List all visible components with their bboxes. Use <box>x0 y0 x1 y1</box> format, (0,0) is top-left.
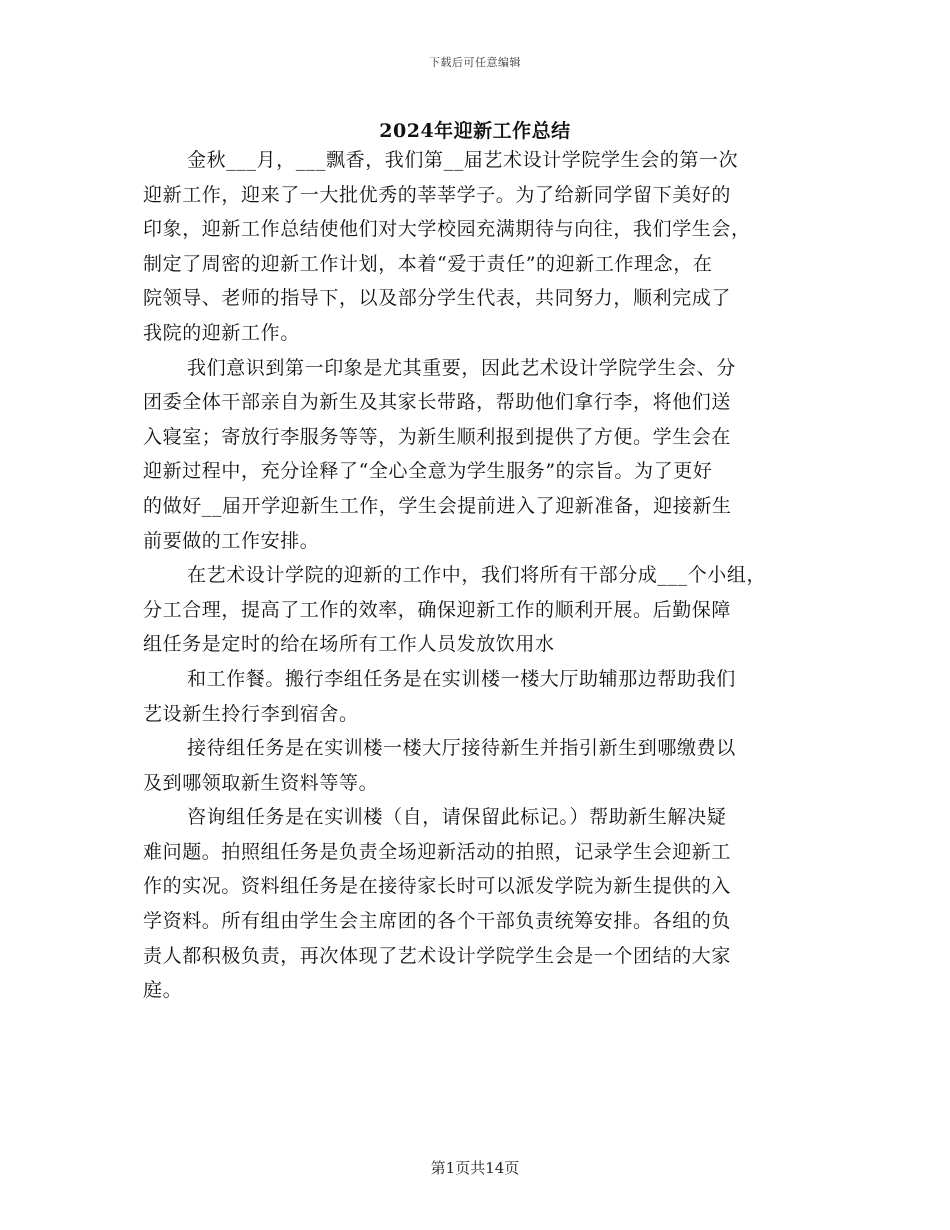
text-line: 团委全体干部亲自为新生及其家长带路，帮助他们拿行李，将他们送 <box>143 391 732 414</box>
page-number-footer: 第1页共14页 <box>430 1159 520 1177</box>
text-line: 在艺术设计学院的迎新的工作中，我们将所有干部分成___个小组， <box>187 564 767 587</box>
paragraph <box>143 558 807 662</box>
text-line: 印象，迎新工作总结使他们对大学校园充满期待与向往，我们学生会， <box>143 218 751 241</box>
text-line: 责人都积极负责，再次体现了艺术设计学院学生会是一个团结的大家 <box>143 944 732 967</box>
text-line: 艺设新生拎行李到宿舍。 <box>143 702 359 725</box>
text-line: 我院的迎新工作。 <box>143 321 300 344</box>
text-line: 的做好__届开学迎新生工作，学生会提前进入了迎新准备，迎接新生 <box>143 494 732 517</box>
paragraph <box>143 143 807 351</box>
text-line: 院领导、老师的指导下，以及部分学生代表，共同努力，顺利完成了 <box>143 287 732 310</box>
header-note: 下载后可任意编辑 <box>429 56 521 69</box>
text-line: 咨询组任务是在实训楼（自，请保留此标记。）帮助新生解决疑 <box>187 806 727 829</box>
paragraph <box>143 351 807 559</box>
text-line: 组任务是定时的给在场所有工作人员发放饮用水 <box>143 633 555 656</box>
paragraph <box>143 662 807 731</box>
paragraph <box>143 731 807 800</box>
text-line: 分工合理，提高了工作的效率，确保迎新工作的顺利开展。后勤保障 <box>143 598 732 621</box>
document-body <box>143 143 807 1008</box>
text-line: 迎新工作，迎来了一大批优秀的莘莘学子。为了给新同学留下美好的 <box>143 183 732 206</box>
text-line: 入寝室；寄放行李服务等等，为新生顺利报到提供了方便。学生会在 <box>143 425 732 448</box>
text-line: 作的实况。资料组任务是在接待家长时可以派发学院为新生提供的入 <box>143 875 732 898</box>
text-line: 金秋___月，___飘香，我们第__届艺术设计学院学生会的第一次 <box>187 149 739 171</box>
text-line: 及到哪领取新生资料等等。 <box>143 771 379 794</box>
document-title: 2024年迎新工作总结 <box>379 120 571 142</box>
text-line: 接待组任务是在实训楼一楼大厅接待新生并指引新生到哪缴费以 <box>187 737 736 760</box>
text-line: 我们意识到第一印象是尤其重要，因此艺术设计学院学生会、分 <box>187 356 736 379</box>
text-line: 迎新过程中，充分诠释了“全心全意为学生服务”的宗旨。为了更好 <box>143 460 713 483</box>
text-line: 前要做的工作安排。 <box>143 529 320 552</box>
paragraph <box>143 800 807 1008</box>
text-line: 和工作餐。搬行李组任务是在实训楼一楼大厅助辅那边帮助我们 <box>187 667 736 690</box>
text-line: 学资料。所有组由学生会主席团的各个干部负责统筹安排。各组的负 <box>143 910 732 933</box>
text-line: 庭。 <box>143 979 183 1002</box>
text-line: 难问题。拍照组任务是负责全场迎新活动的拍照，记录学生会迎新工 <box>143 840 732 863</box>
text-line: 制定了周密的迎新工作计划，本着“爱于责任”的迎新工作理念，在 <box>143 252 713 275</box>
